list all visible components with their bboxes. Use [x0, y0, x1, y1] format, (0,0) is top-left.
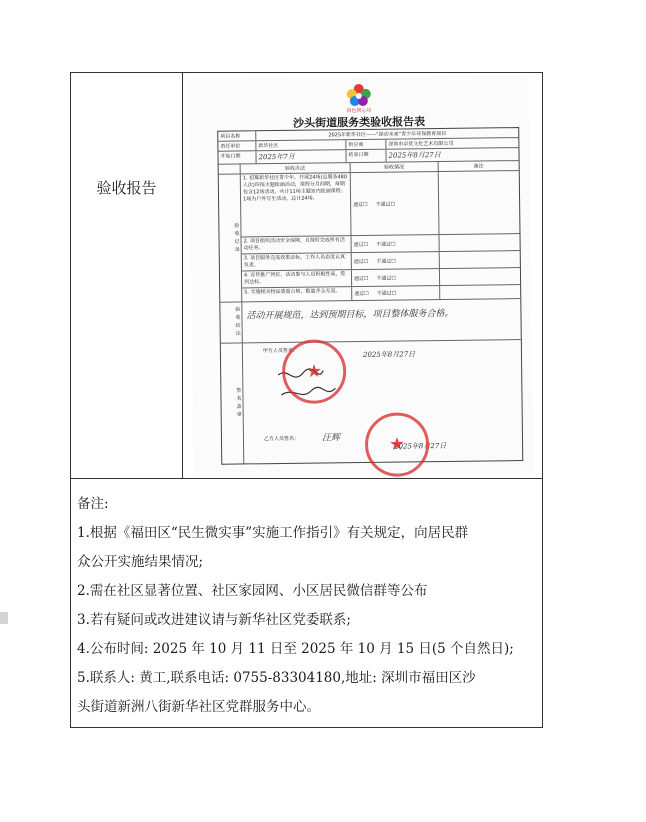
- logo-text: 四色同心坊: [346, 107, 372, 115]
- notes-line: 4.公布时间: 2025 年 10 月 11 日至 2025 年 10 月 15 日(5 个自然日);: [77, 641, 514, 657]
- check-item-options: [352, 286, 440, 300]
- party-a-label: 甲方人员签名：: [262, 347, 298, 355]
- project-name: 2025年新华社区——“绿动未来”青少年环保教育项目: [328, 130, 447, 139]
- end-date-value: 2025年8月27日: [388, 151, 441, 160]
- start-date-value: 2025年7月: [256, 150, 346, 163]
- seal-star-icon: ★: [305, 360, 323, 383]
- notes-line: 1.根据《福田区“民生微实事”实施工作指引》有关规定，向居民群: [77, 525, 469, 541]
- start-date-label: 开始日期: [218, 151, 256, 163]
- pass-option: 通过☐: [354, 290, 369, 298]
- end-date-label: 结束日期: [346, 150, 386, 162]
- check-item-text: 3. 项目服务完成效果达标，工作人员态度认真负责。: [242, 253, 352, 270]
- check-item-text: 4. 宣传推广到位，活动参与人员积极性高，签到达标。: [242, 270, 352, 287]
- report-row: [71, 73, 542, 479]
- check-records-label: 验收记录: [219, 174, 243, 301]
- check-items: [241, 171, 521, 301]
- check-item-note: [440, 268, 520, 285]
- notes-line: 2.需在社区显著位置、社区家园网、小区居民微信群等公布: [77, 583, 428, 599]
- party-b-date: 2025年8月27日: [394, 441, 447, 451]
- check-item-options: [352, 269, 440, 286]
- check-item-note: [439, 171, 520, 234]
- check-item-options: [351, 172, 440, 235]
- supplier-value: 深圳市卓优文化艺术有限公司: [388, 140, 454, 148]
- check-item-note: [440, 234, 520, 251]
- project-name-label: 项目名称: [218, 131, 256, 140]
- notes-line: 5.联系人: 黄工,联系电话: 0755-83304180,地址: 深圳市福田区沙: [77, 670, 476, 686]
- check-item-note: [440, 251, 520, 268]
- acceptance-form: [217, 127, 523, 465]
- pass-option: 通过☐: [353, 258, 369, 265]
- pass-option: 通过☐: [353, 201, 368, 208]
- report-label-cell: [71, 73, 183, 478]
- note-header: 备注: [473, 163, 484, 170]
- conclusion-row: [220, 299, 520, 344]
- blank-header: [219, 164, 241, 173]
- fail-option: 不通过☐: [376, 258, 396, 265]
- fail-option: 不通过☐: [376, 275, 397, 282]
- conclusion-handwriting: 活动开展规范，达到预期目标，项目整体服务合格。: [246, 308, 454, 322]
- party-a-date: 2025年8月27日: [362, 350, 416, 359]
- check-method-header: 验收办法: [241, 163, 351, 173]
- notes-line: 3.若有疑问或改进建议请与新华社区党委联系;: [77, 612, 351, 628]
- pass-option: 通过☐: [353, 275, 369, 282]
- fail-option: 不通过☐: [375, 201, 396, 208]
- notes-title: 备注:: [77, 496, 109, 512]
- scan-mark-left: [0, 612, 8, 624]
- check-status-header: 验收情况: [351, 162, 439, 172]
- owner-label: 责任单位: [218, 141, 256, 150]
- report-label: 验收报告: [96, 179, 157, 197]
- check-records: [219, 171, 521, 303]
- pass-option: 通过☐: [353, 241, 369, 248]
- notes-line: 众公开实施结果情况;: [77, 554, 204, 570]
- check-item-text: 2. 项目组织活动安全保障，且按时完成所有活动任务。: [242, 236, 352, 253]
- supplier-label: 供应商: [346, 140, 386, 149]
- acceptance-form-photo: [189, 75, 534, 477]
- owner-value: 新华社区: [256, 140, 346, 150]
- seal-star-icon: ★: [388, 433, 406, 456]
- fail-option: 不通过☐: [376, 290, 397, 297]
- conclusion-label: 验收结论: [220, 302, 242, 342]
- report-table: [70, 72, 543, 728]
- notes-section: [71, 478, 542, 728]
- fail-option: 不通过☐: [376, 241, 396, 248]
- party-b-official-seal: [365, 412, 430, 477]
- form-title: 沙头街道服务类验收报告表: [293, 115, 426, 130]
- party-b-signature: 汪辉: [321, 433, 341, 444]
- notes-line: 头街道新洲八街新华社区党群服务中心。: [77, 699, 320, 715]
- check-item: [241, 171, 520, 237]
- check-item-note: [440, 285, 520, 299]
- check-item-text: 1. 招募新华社区青少年，开展24场(总服务480人次)环保主题绘画活动，课程分月间期，每期包含12场活动，共计11场主题室内绘画课程；1场为户外写生活动，总计24场。: [241, 173, 352, 236]
- party-b-label: 乙方人员签名：: [263, 435, 300, 443]
- check-item-options: [352, 235, 440, 252]
- check-item-text: 5. 实施相关物品质量合格，数量齐全无误。: [242, 287, 352, 301]
- check-item-options: [352, 252, 440, 269]
- signature-label: 签名盖章: [221, 343, 244, 463]
